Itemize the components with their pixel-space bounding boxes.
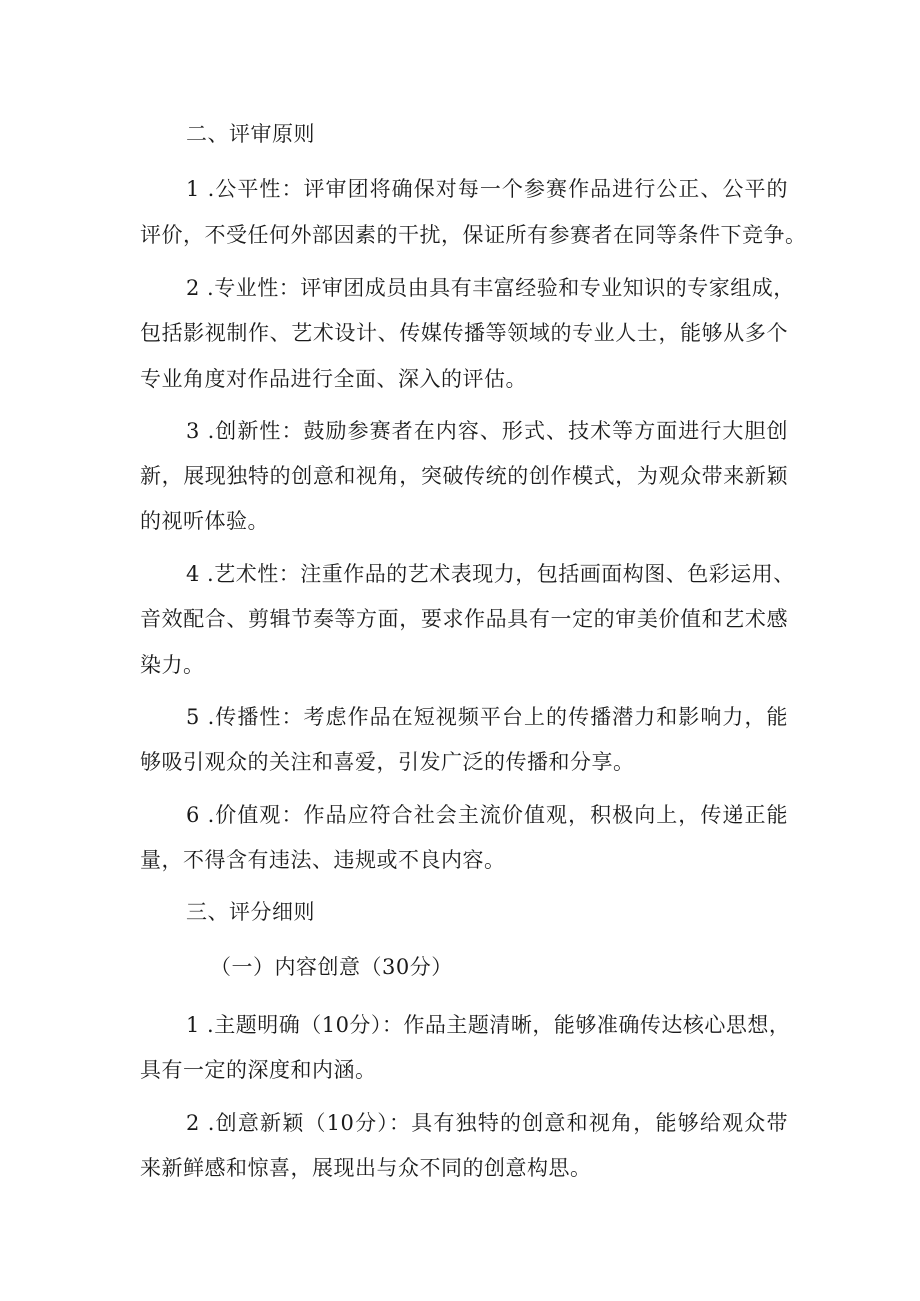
principle-5-line-1: 5 .传播性：考虑作品在短视频平台上的传播潜力和影响力，能 bbox=[186, 705, 788, 729]
principle-4-line-1: 4 .艺术性：注重作品的艺术表现力，包括画面构图、色彩运用、 bbox=[186, 562, 795, 586]
principle-6-line-2: 量，不得含有违法、违规或不良内容。 bbox=[140, 848, 506, 872]
principle-4-line-2: 音效配合、剪辑节奏等方面，要求作品具有一定的审美价值和艺术感 bbox=[140, 607, 788, 631]
principle-2-line-3: 专业角度对作品进行全面、深入的评估。 bbox=[140, 367, 527, 391]
principle-1-line-1: 1 .公平性：评审团将确保对每一个参赛作品进行公正、公平的 bbox=[186, 177, 788, 201]
principle-3-line-1: 3 .创新性：鼓励参赛者在内容、形式、技术等方面进行大胆创 bbox=[186, 419, 788, 443]
principle-3-line-2: 新，展现独特的创意和视角，突破传统的创作模式，为观众带来新颖 bbox=[140, 464, 788, 488]
criterion-2-line-1: 2 .创意新颖（10分）：具有独特的创意和视角，能够给观众带 bbox=[186, 1111, 788, 1135]
principle-6-line-1: 6 .价值观：作品应符合社会主流价值观，积极向上，传递正能 bbox=[186, 803, 788, 827]
principle-5-line-2: 够吸引观众的关注和喜爱，引发广泛的传播和分享。 bbox=[140, 750, 635, 774]
section-heading-review-principles: 二、评审原则 bbox=[186, 122, 315, 146]
section-heading-scoring-rules: 三、评分细则 bbox=[186, 900, 315, 924]
principle-2-line-1: 2 .专业性：评审团成员由具有丰富经验和专业知识的专家组成， bbox=[186, 276, 795, 300]
principle-2-line-2: 包括影视制作、艺术设计、传媒传播等领域的专业人士，能够从多个 bbox=[140, 321, 788, 345]
criterion-1-line-1: 1 .主题明确（10分）：作品主题清晰，能够准确传达核心思想， bbox=[186, 1013, 791, 1037]
criterion-1-line-2: 具有一定的深度和内涵。 bbox=[140, 1058, 377, 1082]
criterion-2-line-2: 来新鲜感和惊喜，展现出与众不同的创意构思。 bbox=[140, 1156, 592, 1180]
subsection-heading-content-creativity: （一）内容创意（30分） bbox=[210, 955, 453, 979]
principle-1-line-2: 评价，不受任何外部因素的干扰，保证所有参赛者在同等条件下竞争。 bbox=[140, 223, 807, 247]
principle-4-line-3: 染力。 bbox=[140, 653, 205, 677]
principle-3-line-3: 的视听体验。 bbox=[140, 509, 269, 533]
